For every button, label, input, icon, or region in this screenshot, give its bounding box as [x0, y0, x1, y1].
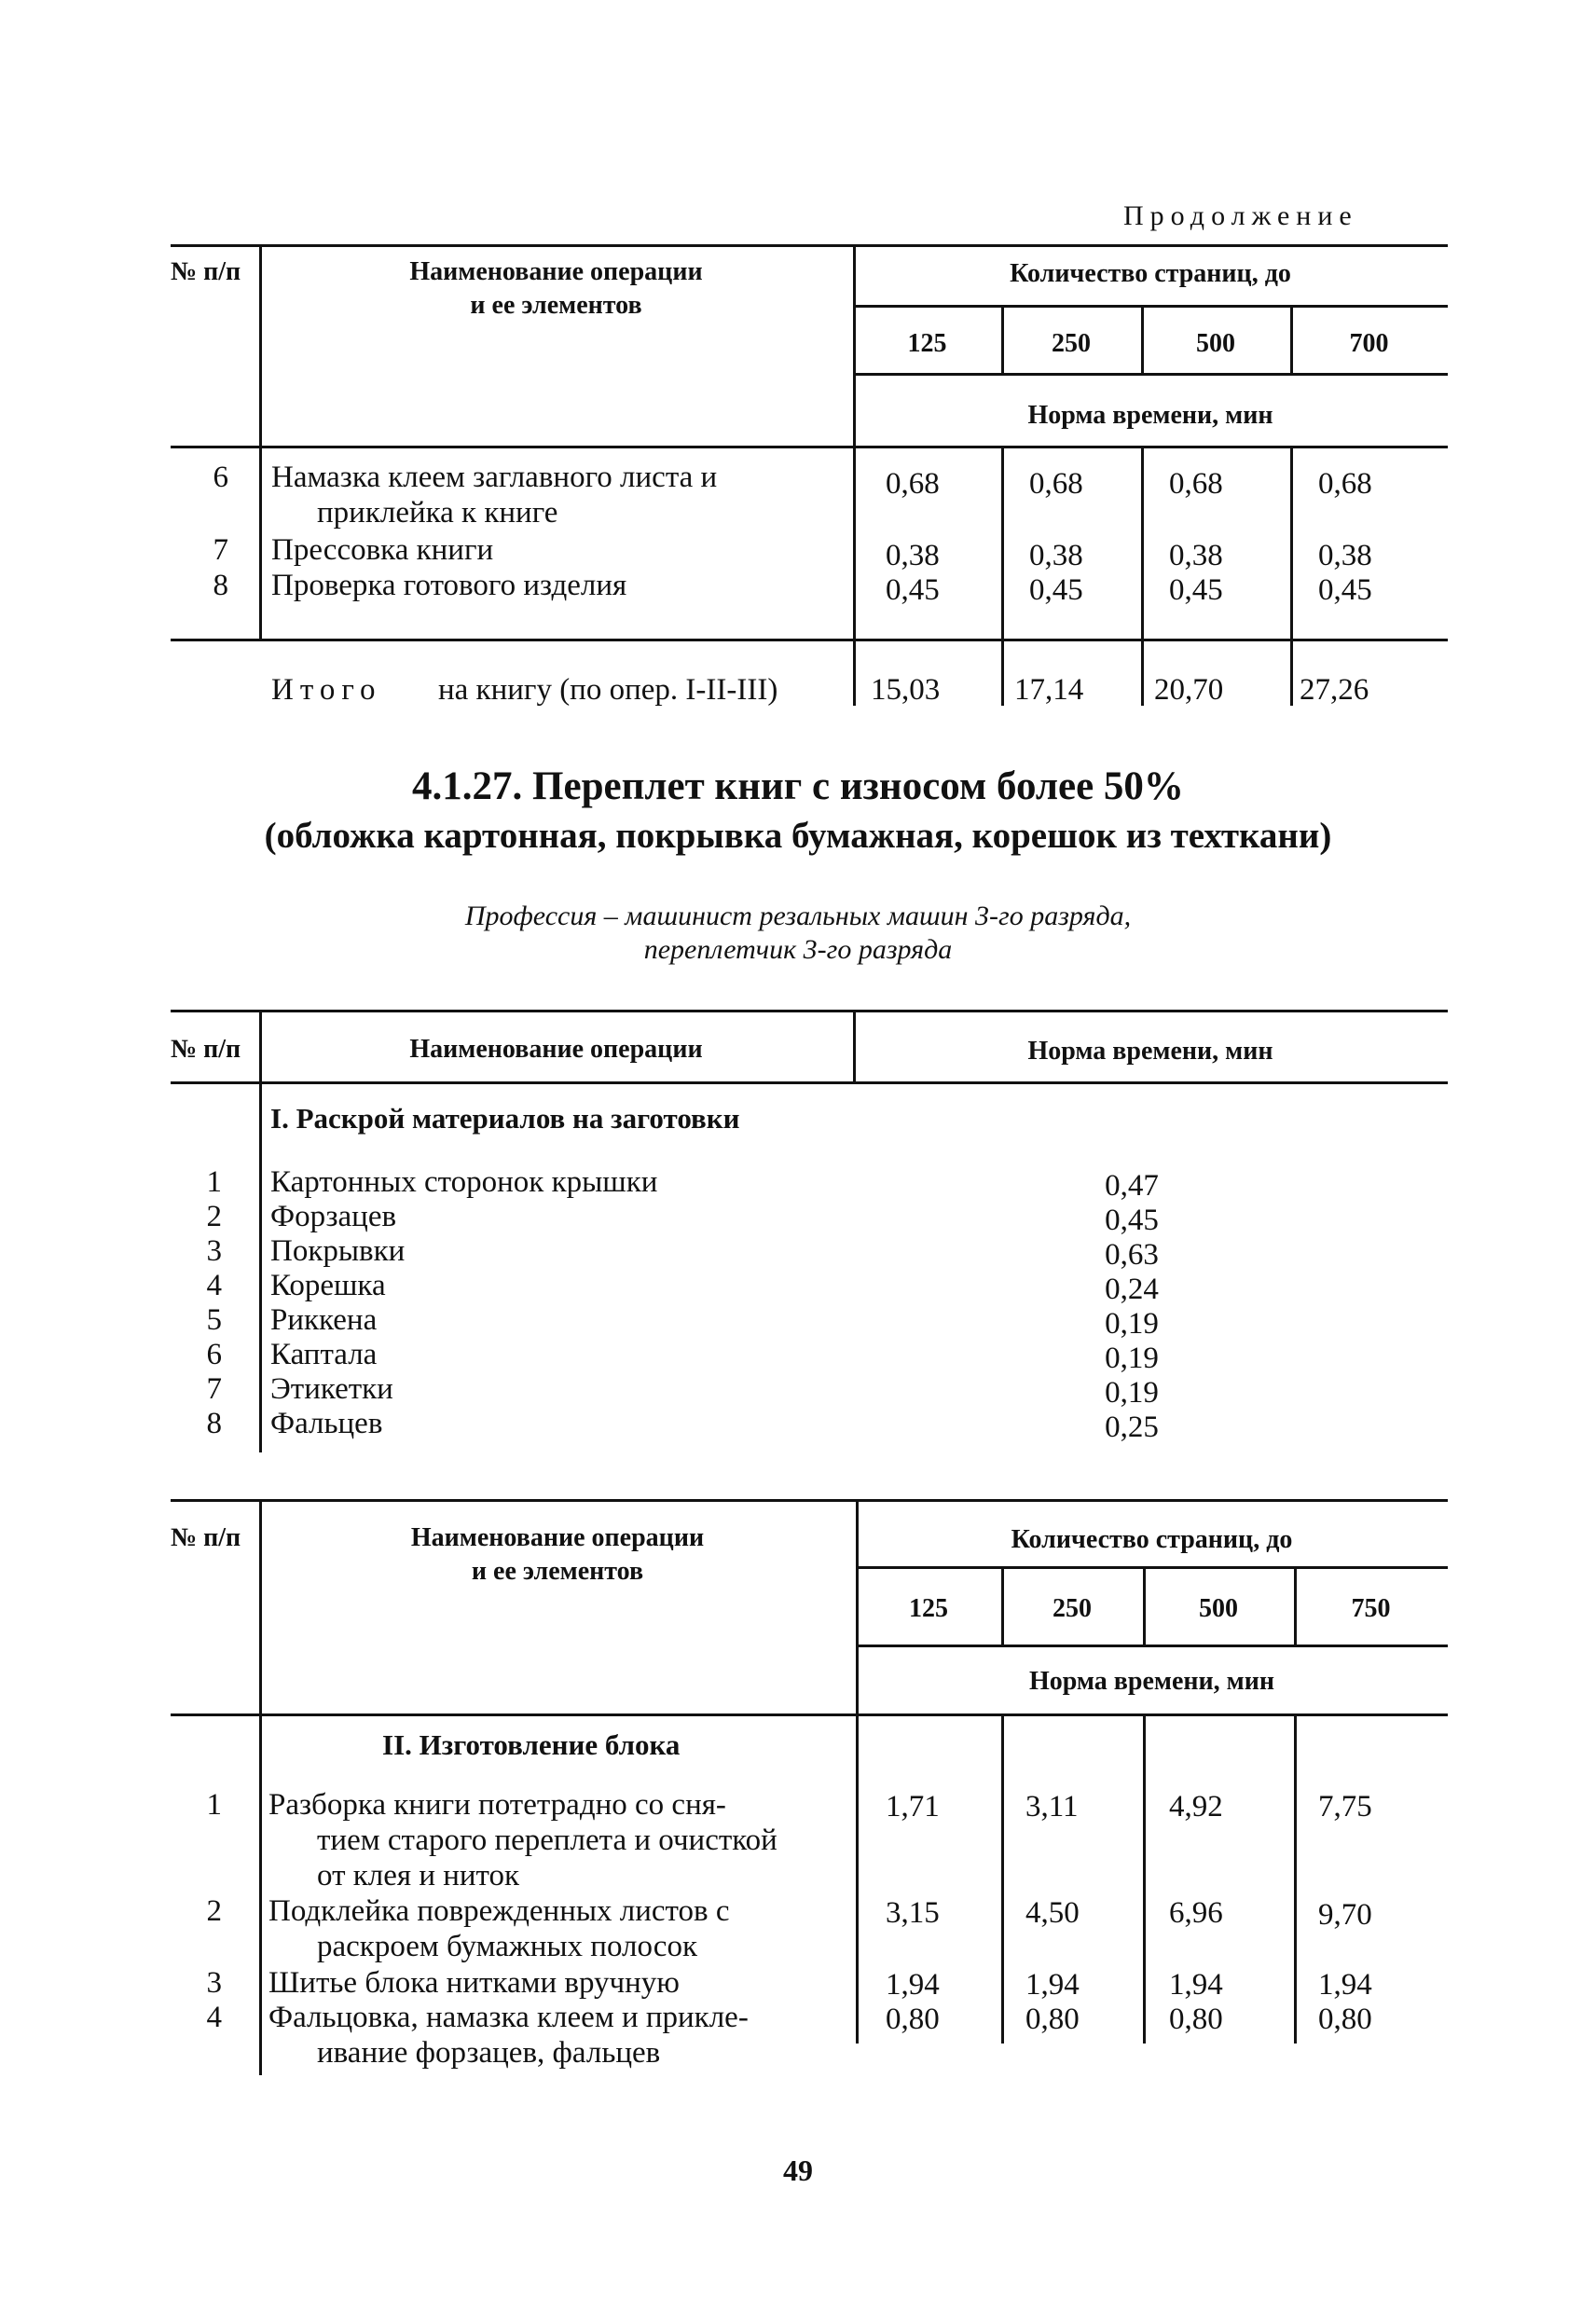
table3-header-num: № п/п — [171, 1523, 241, 1552]
table3-header-pages: Количество страниц, до — [1011, 1525, 1293, 1554]
section-title: 4.1.27. Переплет книг с износом более 50% — [412, 764, 1184, 808]
table2-header-norm: Норма времени, мин — [1027, 1037, 1273, 1066]
page-number: 49 — [783, 2154, 813, 2187]
table1-header-name: Наименование операции — [409, 257, 703, 286]
total-label: Итого — [271, 673, 382, 707]
table3-header-norm: Норма времени, мин — [1028, 1667, 1275, 1696]
section-subtitle: (обложка картонная, покрывка бумажная, корешок из техткани) — [264, 816, 1332, 856]
profession-line-2: переплетчик 3-го разряда — [643, 934, 953, 965]
continuation-label: Продолжение — [1123, 200, 1358, 231]
table1-header-pages: Количество страниц, до — [1010, 259, 1291, 288]
group-title: II. Изготовление блока — [382, 1728, 681, 1761]
table3-header-name: Наименование операции — [410, 1523, 705, 1552]
table1-header-num: № п/п — [171, 257, 241, 286]
group-title: I. Раскрой материалов на заготовки — [270, 1102, 740, 1135]
table2-header-num: № п/п — [171, 1035, 241, 1064]
table1-header-norm: Норма времени, мин — [1027, 401, 1273, 430]
table1-top-rule — [171, 244, 1448, 247]
profession-line-1: Профессия – машинист резальных машин 3-го разряда, — [464, 901, 1132, 931]
table2-header-name: Наименование операции — [409, 1035, 703, 1064]
